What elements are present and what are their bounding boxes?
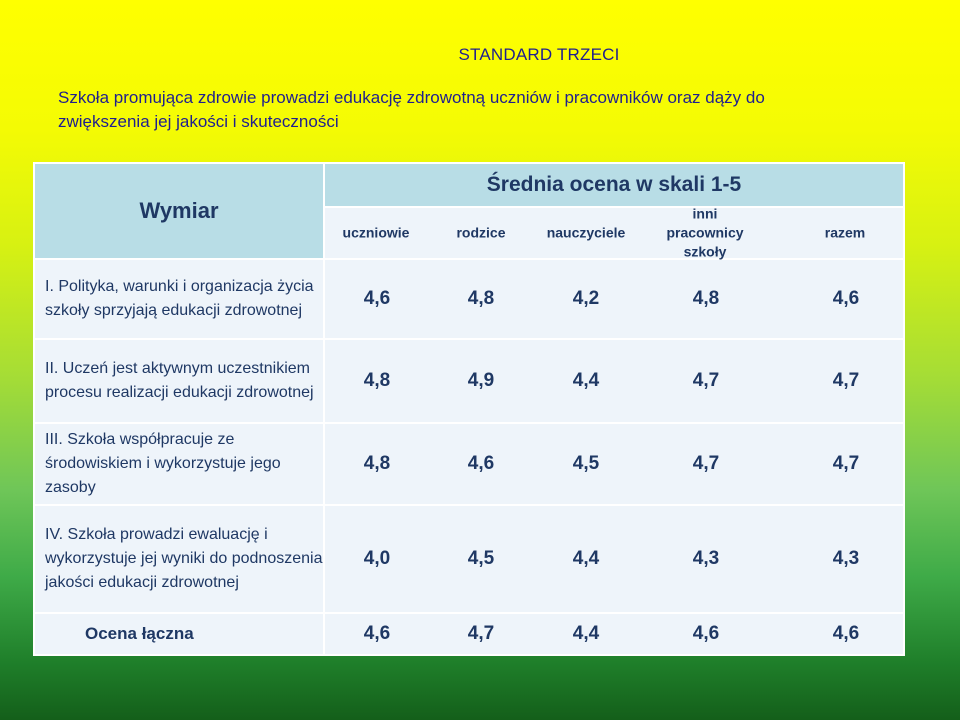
row-label-3: III. Szkoła współpracuje ze środowiskiem i wykorzystuje jego zasoby: [34, 423, 324, 505]
value-cell: 4,7: [832, 370, 860, 391]
column-header-uczniowie: uczniowie: [342, 224, 410, 241]
value-cell: 4,3: [832, 548, 860, 569]
row-label-4: IV. Szkoła prowadzi ewaluację i wykorzystuje jej wyniki do podnoszenia jakości edukacji zdrowotnej: [34, 505, 324, 613]
row-label-1: I. Polityka, warunki i organizacja życia szkoły sprzyjają edukacji zdrowotnej: [34, 259, 324, 339]
value-cell: 4,6: [467, 453, 495, 474]
value-cell: 4,0: [363, 548, 391, 569]
value-cell: 4,3: [692, 548, 720, 569]
row-values-3: [324, 423, 904, 505]
total-value-cell: 4,6: [363, 623, 391, 644]
value-cell: 4,4: [572, 370, 600, 391]
row-values-2: [324, 339, 904, 423]
value-cell: 4,8: [363, 370, 391, 391]
table-row: [34, 505, 904, 613]
value-cell: 4,6: [363, 288, 391, 309]
value-cell: 4,8: [363, 453, 391, 474]
value-cell: 4,8: [467, 288, 495, 309]
total-row: [34, 613, 904, 655]
column-header-razem: razem: [824, 224, 866, 241]
column-header-inni-pracownicy: inni pracownicy szkoły: [666, 205, 744, 260]
row-label-2: II. Uczeń jest aktywnym uczestnikiem procesu realizacji edukacji zdrowotnej: [34, 339, 324, 423]
value-cell: 4,7: [692, 370, 720, 391]
value-cell: 4,6: [832, 288, 860, 309]
value-cell: 4,8: [692, 288, 720, 309]
subtitle: Szkoła promująca zdrowie prowadzi edukację zdrowotną uczniów i pracowników oraz dąży do zwiększenia jej jakości i skuteczności: [58, 88, 765, 131]
total-value-cell: 4,7: [467, 623, 495, 644]
value-cell: 4,2: [572, 288, 600, 309]
value-cell: 4,5: [467, 548, 495, 569]
scores-table: [33, 162, 905, 656]
total-label: Ocena łączna: [34, 613, 324, 655]
value-cell: 4,9: [467, 370, 495, 391]
table-row: [34, 259, 904, 339]
total-value-cell: 4,6: [832, 623, 860, 644]
row-values-1: [324, 259, 904, 339]
column-headers: [324, 207, 904, 259]
value-cell: 4,7: [832, 453, 860, 474]
total-value-cell: 4,6: [692, 623, 720, 644]
value-cell: 4,4: [572, 548, 600, 569]
column-header-nauczyciele: nauczyciele: [546, 224, 626, 241]
total-value-cell: 4,4: [572, 623, 600, 644]
srednia-header: Średnia ocena w skali 1-5: [324, 163, 904, 207]
row-values-4: [324, 505, 904, 613]
header-row: [34, 163, 904, 207]
value-cell: 4,5: [572, 453, 600, 474]
total-values: [324, 613, 904, 655]
wymiar-header: Wymiar: [34, 163, 324, 259]
value-cell: 4,7: [692, 453, 720, 474]
standard-title: STANDARD TRZECI: [458, 45, 620, 64]
table-row: [34, 423, 904, 505]
table-row: [34, 339, 904, 423]
column-header-rodzice: rodzice: [456, 224, 506, 241]
